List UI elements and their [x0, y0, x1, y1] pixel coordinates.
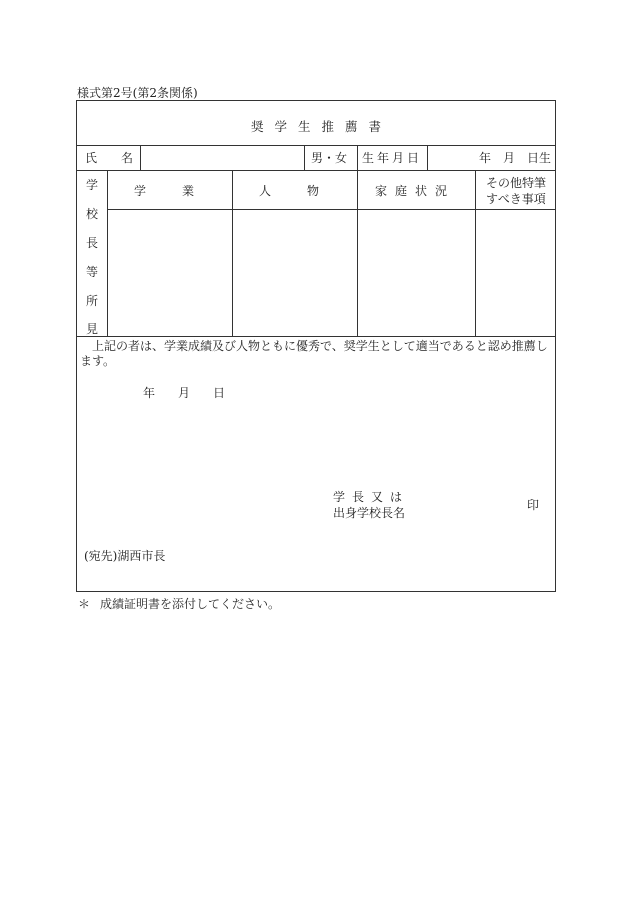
form-number-label: 様式第2号(第2条関係) [77, 86, 198, 100]
birth-day-label: 日生 [527, 151, 552, 165]
form-title: 奨学生推薦書 [250, 119, 392, 134]
signer-name-field[interactable] [410, 492, 520, 518]
name-field[interactable] [141, 146, 303, 169]
date-day-label: 日 [213, 386, 226, 400]
signer-title-line2: 出身学校長名 [333, 506, 406, 520]
vertical-label-char: 等 [85, 265, 98, 279]
recommendation-statement: 上記の者は、学業成績及び人物ともに優秀で、奨学生として適当であると認め推薦します。 [80, 339, 548, 368]
seal-mark: 印 [527, 498, 540, 512]
vertical-label-char: 校 [85, 207, 98, 221]
family-header: 家庭状況 [375, 184, 456, 198]
footnote-text: 成績証明書を添付してください。 [100, 597, 281, 611]
date-month-label: 月 [178, 386, 191, 400]
character-field[interactable] [233, 210, 356, 335]
date-year-label: 年 [143, 386, 156, 400]
name-field-divider [304, 145, 305, 170]
name-row-divider [76, 170, 556, 171]
birth-month-label: 月 [503, 151, 516, 165]
other-field[interactable] [476, 210, 555, 335]
birth-year-label: 年 [479, 151, 492, 165]
other-header-line2: すべき事項 [486, 192, 546, 206]
family-field[interactable] [358, 210, 474, 335]
academics-header: 学 業 [134, 184, 195, 198]
vertical-label-char: 長 [85, 236, 98, 250]
vertical-label-char: 見 [85, 322, 98, 336]
vertical-label-char: 所 [85, 294, 98, 308]
gender-divider [357, 145, 358, 170]
footnote-mark: ＊ [78, 597, 91, 611]
name-label: 氏 名 [85, 151, 134, 165]
academics-field[interactable] [108, 210, 231, 335]
signer-title-line1: 学長又は [333, 490, 410, 504]
vertical-label-char: 学 [85, 178, 98, 192]
other-header-line1: その他特筆 [486, 176, 547, 190]
birth-date-label: 生年月日 [362, 151, 423, 165]
addressee: (宛先)湖西市長 [84, 549, 166, 563]
gender-option[interactable]: 男・女 [311, 151, 348, 165]
character-header: 人 物 [259, 184, 320, 198]
section-divider [76, 336, 556, 337]
